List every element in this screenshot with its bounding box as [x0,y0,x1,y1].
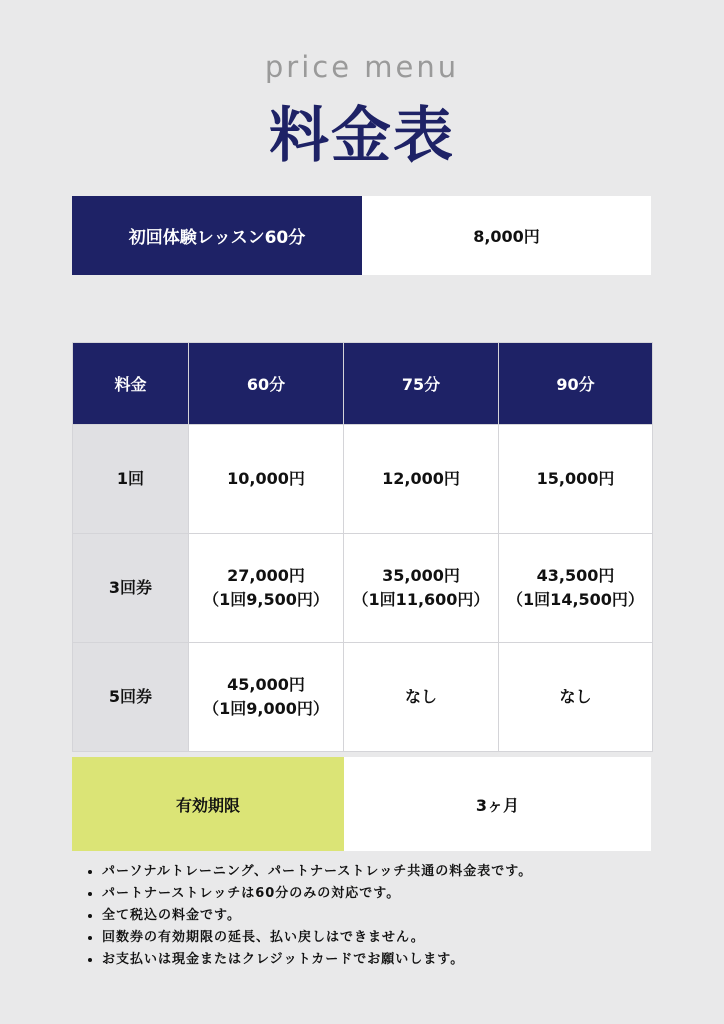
list-item: • パーソナルトレーニング、パートナーストレッチ共通の料金表です。 [102,861,702,883]
list-item: • パートナーストレッチは60分のみの対応です。 [102,883,702,905]
trial-lesson-label: 初回体験レッスン60分 [72,196,362,275]
row-label-3-ticket: 3回券 [73,534,189,643]
trial-lesson-row [72,196,651,275]
price-value: なし [559,687,592,706]
price-cell [344,425,499,534]
list-item: • 全て税込の料金です。 [102,905,702,927]
row-label-5-ticket: 5回券 [73,643,189,752]
per-session-price: （1回9,000円） [203,699,329,718]
trial-lesson-price: 8,000円 [362,196,651,275]
price-table [72,342,653,752]
validity-label: 有効期限 [72,757,344,851]
price-value: 10,000円 [227,469,305,488]
per-session-price: （1回14,500円） [507,590,644,609]
notes-list [84,861,702,971]
validity-row [72,757,651,851]
price-cell [189,643,344,752]
page-subtitle: price menu [264,50,460,84]
price-table-header [73,343,653,425]
column-header-60min: 60分 [189,343,344,425]
price-cell [344,643,499,752]
price-cell [499,534,653,643]
price-value: 35,000円 [382,566,460,585]
page-title: 料金表 [269,101,455,171]
table-row [73,643,653,752]
price-cell [189,534,344,643]
validity-value: 3ヶ月 [344,757,651,851]
list-item: • 回数券の有効期限の延長、払い戻しはできません。 [102,927,702,949]
table-row [73,425,653,534]
price-value: 15,000円 [536,469,615,488]
price-cell [499,425,653,534]
price-value: 45,000円 [227,675,305,694]
price-cell [499,643,653,752]
per-session-price: （1回11,600円） [352,590,490,609]
price-table-corner: 料金 [73,343,189,425]
per-session-price: （1回9,500円） [203,590,329,609]
price-value: 27,000円 [227,566,305,585]
price-value: 12,000円 [382,469,460,488]
price-value: 43,500円 [536,566,615,585]
price-cell [344,534,499,643]
column-header-75min: 75分 [344,343,499,425]
list-item: • お支払いは現金またはクレジットカードでお願いします。 [102,949,702,971]
price-cell [189,425,344,534]
row-label-single: 1回 [73,425,189,534]
table-row [73,534,653,643]
price-value: なし [404,687,437,706]
column-header-90min: 90分 [499,343,653,425]
